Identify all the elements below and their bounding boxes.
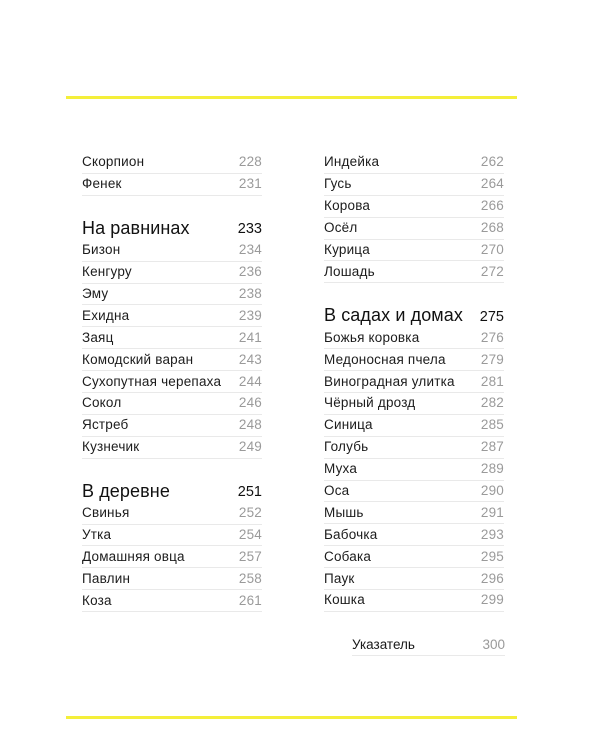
toc-entry[interactable] (324, 502, 504, 524)
toc-entry-title: Чёрный дрозд (324, 395, 416, 411)
section-heading-gardens[interactable] (324, 305, 504, 327)
toc-entry-page: 234 (238, 242, 262, 258)
toc-entry-page: 276 (480, 329, 504, 345)
toc-entry[interactable] (324, 546, 504, 568)
toc-entry[interactable] (82, 174, 262, 196)
toc-entry[interactable] (82, 393, 262, 415)
toc-entry-title: Голубь (324, 439, 369, 455)
toc-entry[interactable] (324, 568, 504, 590)
toc-entry-title: Сухопутная черепаха (82, 373, 222, 389)
toc-entry[interactable] (82, 590, 262, 612)
toc-entry[interactable] (324, 327, 504, 349)
toc-entry[interactable] (324, 590, 504, 612)
section-title: В деревне (82, 480, 170, 501)
toc-entry-page: 264 (480, 176, 504, 192)
toc-entry-title: Синица (324, 417, 373, 433)
toc-entry-page: 279 (480, 351, 504, 367)
toc-entry-title: Домашняя овца (82, 548, 185, 564)
toc-entry-page: 272 (480, 263, 504, 279)
toc-entry-page: 258 (238, 570, 262, 586)
section-page: 251 (237, 484, 262, 501)
toc-entry[interactable] (82, 503, 262, 525)
section-heading-plains[interactable] (82, 218, 262, 240)
toc-entry[interactable] (324, 415, 504, 437)
toc-entry[interactable] (82, 525, 262, 547)
toc-entry[interactable] (324, 174, 504, 196)
toc-entry[interactable] (324, 393, 504, 415)
toc-entry-title: Лошадь (324, 263, 375, 279)
toc-entry-page: 262 (480, 154, 504, 170)
toc-entry-page: 270 (480, 241, 504, 257)
toc-entry-page: 248 (238, 417, 262, 433)
toc-entry[interactable] (324, 261, 504, 283)
toc-entry[interactable] (82, 305, 262, 327)
toc-entry[interactable] (324, 437, 504, 459)
toc-entry[interactable] (82, 437, 262, 459)
toc-entry[interactable] (82, 546, 262, 568)
toc-entry[interactable] (82, 415, 262, 437)
bottom-yellow-rule (66, 716, 517, 719)
toc-entry-title: Указатель (352, 636, 415, 652)
toc-entry-page: 285 (480, 417, 504, 433)
toc-entry-title: Кузнечик (82, 439, 140, 455)
toc-entry-page: 238 (238, 285, 262, 301)
toc-entry-title: Скорпион (82, 154, 145, 170)
toc-entry-title: Муха (324, 461, 358, 477)
section-page: 275 (479, 308, 504, 325)
top-yellow-rule (66, 96, 517, 99)
toc-entry[interactable] (82, 284, 262, 306)
toc-entry[interactable] (324, 371, 504, 393)
toc-entry-page: 293 (480, 526, 504, 542)
toc-entry-page: 254 (238, 526, 262, 542)
toc-entry[interactable] (82, 568, 262, 590)
toc-entry-page: 241 (238, 329, 262, 345)
toc-entry-title: Корова (324, 198, 371, 214)
toc-entry-page: 249 (238, 439, 262, 455)
toc-entry[interactable] (324, 196, 504, 218)
toc-entry-page: 228 (238, 154, 262, 170)
toc-entry[interactable] (82, 152, 262, 174)
toc-entry-title: Свинья (82, 505, 130, 521)
toc-entry-title: Курица (324, 241, 370, 257)
toc-entry-page: 300 (482, 636, 505, 652)
toc-entry[interactable] (324, 152, 504, 174)
section-page: 233 (237, 221, 262, 238)
toc-entry[interactable] (324, 240, 504, 262)
toc-entry-page: 231 (238, 176, 262, 192)
toc-entry-title: Кенгуру (82, 264, 132, 280)
toc-entry-page: 252 (238, 505, 262, 521)
toc-entry-page: 287 (480, 439, 504, 455)
toc-entry-page: 261 (238, 592, 262, 608)
toc-entry-title: Бизон (82, 242, 121, 258)
toc-entry-page: 299 (480, 592, 504, 608)
toc-entry-page: 266 (480, 198, 504, 214)
toc-entry[interactable] (324, 524, 504, 546)
toc-entry-title: Гусь (324, 176, 352, 192)
toc-entry-title: Комодский варан (82, 351, 194, 367)
toc-entry-title: Оса (324, 482, 350, 498)
toc-entry-title: Собака (324, 548, 372, 564)
toc-entry-page: 244 (238, 373, 262, 389)
toc-entry-title: Ехидна (82, 307, 130, 323)
toc-entry-title: Эму (82, 285, 109, 301)
section-title: На равнинах (82, 217, 190, 238)
spacer (82, 196, 262, 218)
toc-entry-title: Мышь (324, 504, 364, 520)
toc-entry[interactable] (324, 459, 504, 481)
toc-entry-page: 295 (480, 548, 504, 564)
toc-entry-page: 243 (238, 351, 262, 367)
toc-entry-page: 282 (480, 395, 504, 411)
toc-entry-title: Божья коровка (324, 329, 420, 345)
toc-entry-title: Осёл (324, 220, 358, 236)
toc-right-column (324, 152, 504, 612)
toc-entry-title: Индейка (324, 154, 380, 170)
spacer (324, 283, 504, 305)
toc-entry-title: Фенек (82, 176, 122, 192)
toc-entry-index[interactable] (352, 634, 505, 656)
toc-entry-page: 257 (238, 548, 262, 564)
toc-entry[interactable] (324, 349, 504, 371)
toc-entry-title: Утка (82, 526, 112, 542)
toc-entry-page: 296 (480, 570, 504, 586)
toc-entry-title: Кошка (324, 592, 365, 608)
toc-entry-title: Ястреб (82, 417, 129, 433)
toc-entry[interactable] (324, 481, 504, 503)
toc-entry-title: Бабочка (324, 526, 378, 542)
toc-entry-title: Сокол (82, 395, 122, 411)
toc-entry-title: Заяц (82, 329, 114, 345)
toc-entry-title: Медоносная пчела (324, 351, 446, 367)
section-title: В садах и домах (324, 305, 463, 326)
toc-entry-title: Паук (324, 570, 355, 586)
toc-entry[interactable] (82, 327, 262, 349)
toc-entry-title: Виноградная улитка (324, 373, 455, 389)
toc-entry-page: 246 (238, 395, 262, 411)
toc-entry-page: 281 (480, 373, 504, 389)
toc-entry[interactable] (324, 218, 504, 240)
spacer (82, 459, 262, 481)
section-heading-village[interactable] (82, 481, 262, 503)
toc-left-column (82, 152, 262, 612)
toc-entry-page: 236 (238, 264, 262, 280)
toc-entry-page: 289 (480, 461, 504, 477)
toc-entry[interactable] (82, 262, 262, 284)
toc-entry-page: 239 (238, 307, 262, 323)
toc-entry-title: Павлин (82, 570, 131, 586)
toc-entry-page: 290 (480, 482, 504, 498)
toc-entry-page: 291 (480, 504, 504, 520)
toc-entry[interactable] (82, 349, 262, 371)
toc-entry-title: Коза (82, 592, 112, 608)
toc-entry-page: 268 (480, 220, 504, 236)
toc-entry[interactable] (82, 240, 262, 262)
toc-entry[interactable] (82, 371, 262, 393)
